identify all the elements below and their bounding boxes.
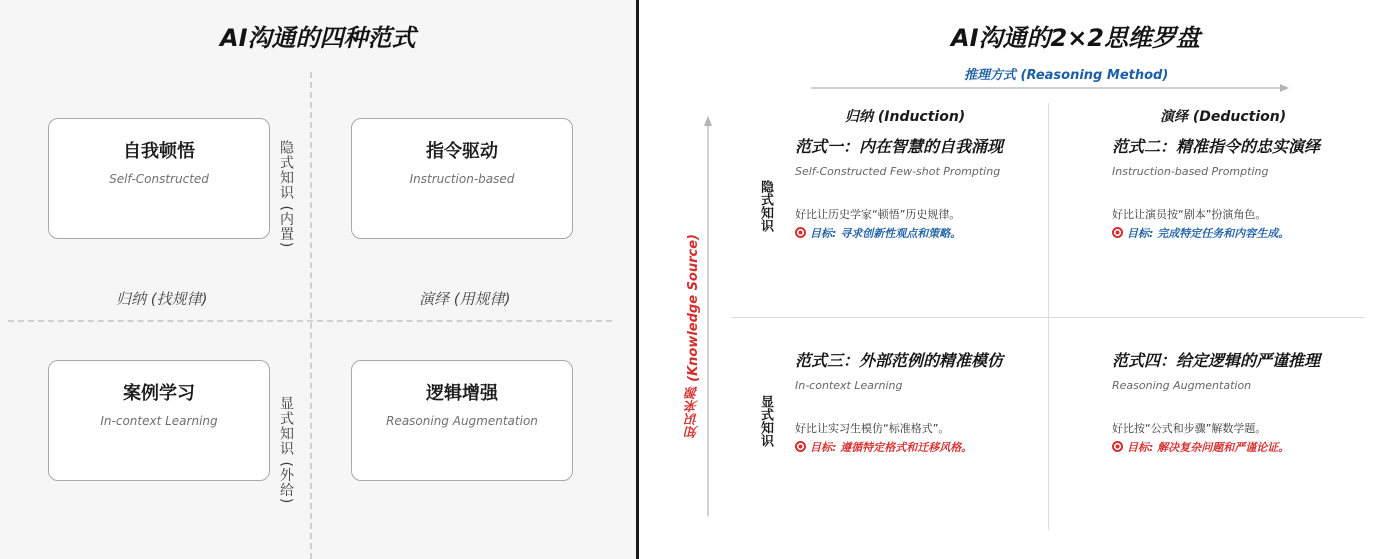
quadrant-title: 自我顿悟 bbox=[123, 141, 195, 162]
axis-label-implicit: 隐式知识 (内置) bbox=[278, 140, 294, 249]
cell-title: 范式二：精准指令的忠实演绎 bbox=[1112, 137, 1321, 156]
row-label-implicit: 隐式知识 bbox=[758, 180, 773, 232]
cell-goal bbox=[1112, 439, 1379, 455]
cell-subtitle: Self-Constructed Few-shot Prompting bbox=[795, 165, 1001, 178]
goal-text: 目标: 解决复杂问题和严谨论证。 bbox=[1127, 441, 1290, 454]
cell-paradigm-2 bbox=[1112, 134, 1379, 241]
target-icon bbox=[795, 441, 806, 452]
axes-arrows bbox=[639, 0, 1379, 559]
cell-subtitle: In-context Learning bbox=[795, 379, 903, 392]
quadrant-subtitle: Reasoning Augmentation bbox=[386, 414, 538, 428]
y-axis-label: 知识来源 (Knowledge Source) bbox=[686, 234, 701, 439]
vertical-divider-dashed bbox=[310, 72, 312, 559]
column-header-induction: 归纳 (Induction) bbox=[845, 109, 966, 125]
cell-paradigm-1 bbox=[795, 134, 1095, 241]
cell-description: 好比让历史学家“顿悟”历史规律。 bbox=[795, 208, 961, 221]
horizontal-divider-dashed bbox=[8, 320, 612, 322]
right-panel bbox=[639, 0, 1379, 559]
quadrant-title: 案例学习 bbox=[123, 383, 195, 404]
cell-subtitle: Instruction-based Prompting bbox=[1112, 165, 1269, 178]
right-title: AI沟通的2×2思维罗盘 bbox=[951, 24, 1201, 52]
cell-goal bbox=[1112, 225, 1379, 241]
cell-paradigm-3 bbox=[795, 348, 1095, 455]
cell-title: 范式一：内在智慧的自我涌现 bbox=[795, 137, 1004, 156]
target-icon bbox=[1112, 227, 1123, 238]
target-icon bbox=[795, 227, 806, 238]
grid-horizontal-line bbox=[731, 317, 1365, 318]
x-axis-label: 推理方式 (Reasoning Method) bbox=[964, 68, 1169, 83]
cell-description: 好比让实习生模仿“标准格式”。 bbox=[795, 422, 950, 435]
target-icon bbox=[1112, 441, 1123, 452]
quadrant-title: 指令驱动 bbox=[426, 141, 498, 162]
cell-paradigm-4 bbox=[1112, 348, 1379, 455]
quadrant-title: 逻辑增强 bbox=[426, 383, 498, 404]
cell-description: 好比让演员按“剧本”扮演角色。 bbox=[1112, 208, 1267, 221]
quadrant-subtitle: Instruction-based bbox=[409, 172, 515, 186]
axis-label-deduction: 演绎 (用规律) bbox=[419, 290, 511, 308]
cell-description: 好比按“公式和步骤”解数学题。 bbox=[1112, 422, 1267, 435]
left-panel bbox=[0, 0, 636, 559]
quadrant-reasoning-augmentation bbox=[351, 360, 573, 481]
axis-label-induction: 归纳 (找规律) bbox=[116, 290, 208, 308]
quadrant-subtitle: In-context Learning bbox=[100, 414, 218, 428]
y-axis-arrowhead bbox=[704, 116, 712, 126]
cell-goal bbox=[795, 439, 1095, 455]
goal-text: 目标: 遵循特定格式和迁移风格。 bbox=[810, 441, 973, 454]
cell-goal bbox=[795, 225, 1095, 241]
cell-title: 范式三：外部范例的精准模仿 bbox=[795, 351, 1004, 370]
axis-label-explicit: 显式知识 (外给) bbox=[278, 396, 294, 505]
goal-text: 目标: 完成特定任务和内容生成。 bbox=[1127, 227, 1290, 240]
quadrant-in-context-learning bbox=[48, 360, 270, 481]
goal-text: 目标: 寻求创新性观点和策略。 bbox=[810, 227, 962, 240]
quadrant-instruction-based bbox=[351, 118, 573, 239]
row-label-explicit: 显式知识 bbox=[758, 395, 773, 447]
cell-subtitle: Reasoning Augmentation bbox=[1112, 379, 1252, 392]
cell-title: 范式四：给定逻辑的严谨推理 bbox=[1112, 351, 1321, 370]
quadrant-subtitle: Self-Constructed bbox=[109, 172, 209, 186]
left-title: AI沟通的四种范式 bbox=[220, 24, 416, 52]
x-axis-arrowhead bbox=[1280, 84, 1289, 92]
quadrant-self-constructed bbox=[48, 118, 270, 239]
column-header-deduction: 演绎 (Deduction) bbox=[1160, 109, 1287, 125]
